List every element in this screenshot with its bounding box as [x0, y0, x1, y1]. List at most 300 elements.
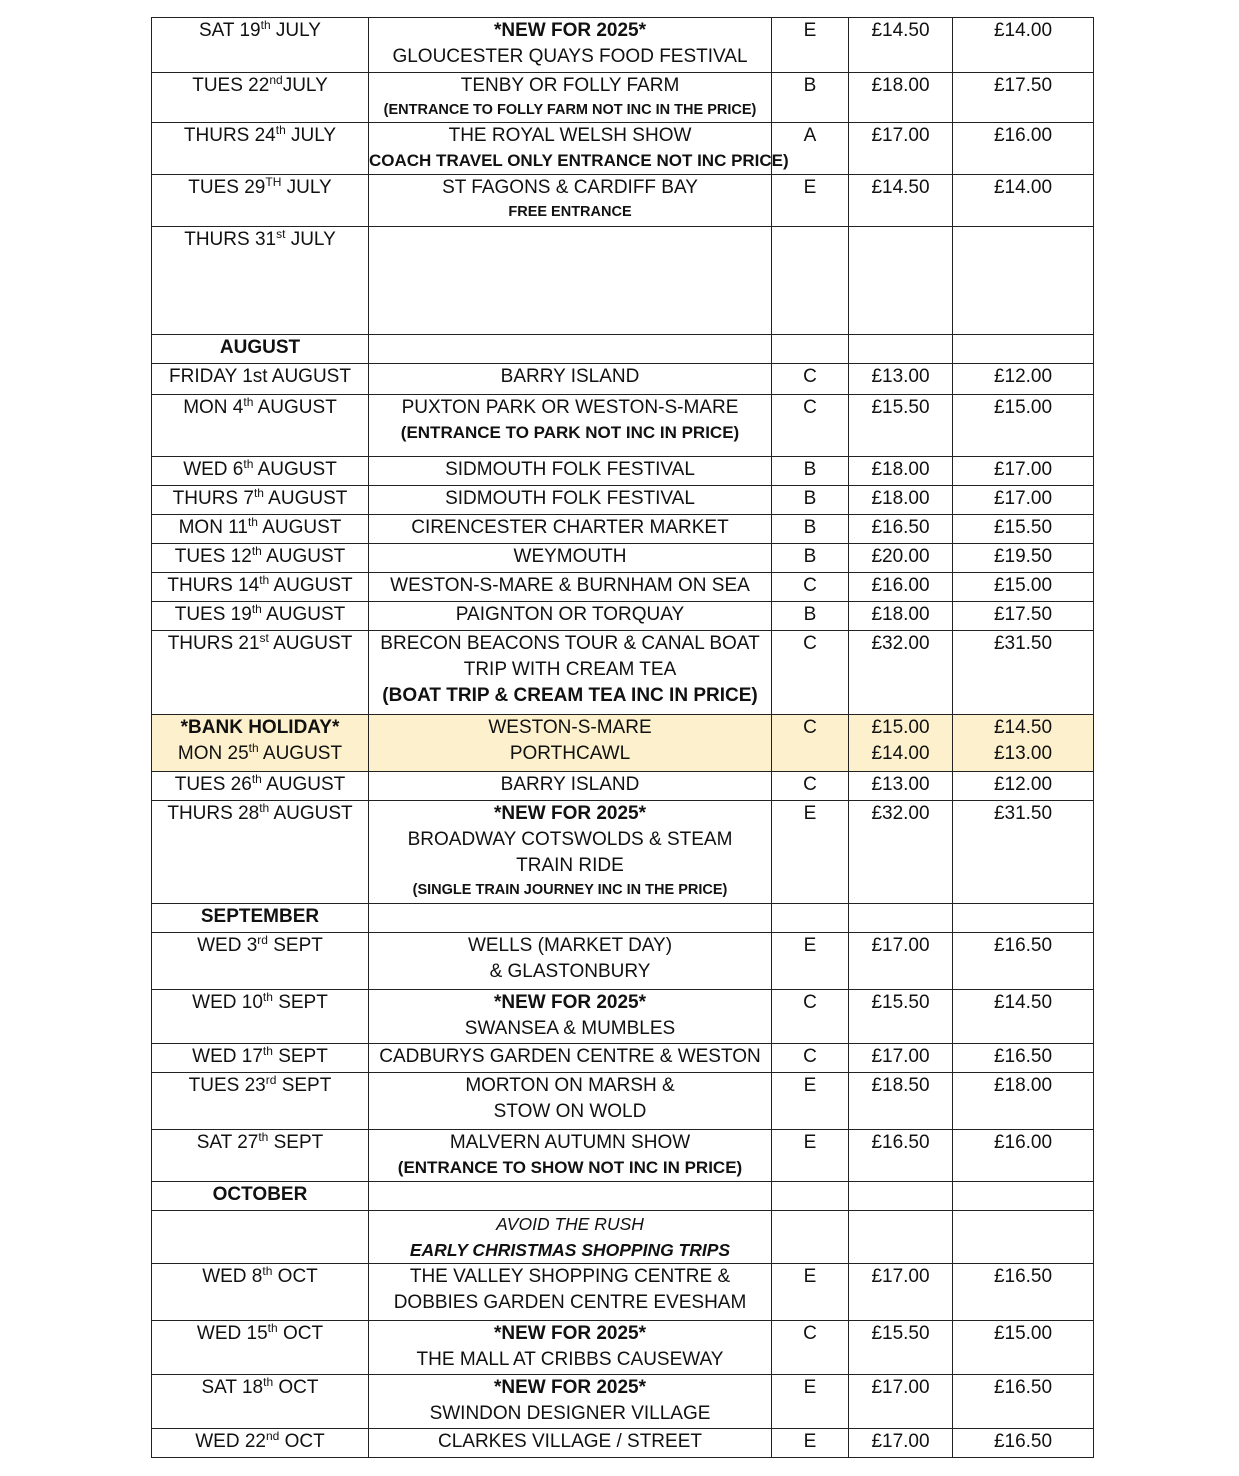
price-concession: £31.50 [993, 633, 1053, 654]
price-adult: £17.00 [871, 935, 930, 956]
trip-row [152, 1044, 1094, 1073]
price-concession: £14.00 [993, 177, 1053, 198]
trip-date-cell [152, 1264, 369, 1321]
price-concession: £17.00 [993, 488, 1053, 509]
price-adult: £17.00 [871, 1046, 930, 1067]
trip-schedule-body [152, 18, 1094, 1458]
date-text: WED 8 [202, 1266, 263, 1287]
description-line: PAIGNTON OR TORQUAY [455, 604, 685, 625]
date-text: AUGUST [257, 517, 342, 538]
price-adult-cell [849, 1182, 953, 1211]
price-code-cell [772, 1211, 849, 1264]
price-concession-cell [953, 801, 1094, 904]
price-code-cell [772, 486, 849, 515]
price-code-cell [772, 1182, 849, 1211]
date-text: THURS 7 [172, 488, 254, 509]
trip-description-cell [369, 123, 789, 175]
month-heading [152, 1182, 369, 1211]
date-text: THURS 24 [183, 125, 276, 146]
date-text: WED 17 [192, 1046, 263, 1067]
description-line: & GLASTONBURY [489, 961, 651, 982]
price-adult-cell [849, 18, 953, 73]
price-adult: £17.00 [871, 1266, 930, 1287]
date-text: TUES 22 [192, 75, 270, 96]
trip-date-cell [152, 73, 369, 123]
trip-row [152, 631, 1094, 715]
trip-description-cell [369, 904, 772, 933]
date-line [152, 1321, 368, 1347]
price-code: C [803, 633, 817, 654]
price-concession-cell [953, 544, 1094, 573]
price-code: C [803, 366, 817, 387]
date-text: SEPT [276, 1075, 332, 1096]
date-line [152, 772, 368, 798]
description-line: (ENTRANCE TO FOLLY FARM NOT INC IN THE PRICE) [383, 102, 757, 118]
price-concession-cell [953, 1321, 1094, 1375]
trip-description-cell [369, 1429, 772, 1458]
description-line: FREE ENTRANCE [508, 204, 632, 220]
date-text: JULY [270, 20, 321, 41]
trip-row [152, 990, 1094, 1044]
price-concession-cell [953, 1429, 1094, 1458]
date-line [152, 631, 368, 657]
price-code-cell [772, 602, 849, 631]
trip-description-cell [369, 990, 772, 1044]
trip-row [152, 18, 1094, 73]
price-concession: £16.00 [993, 125, 1053, 146]
price-adult-cell [849, 1264, 953, 1321]
trip-row [152, 573, 1094, 602]
price-code-cell [772, 573, 849, 602]
description-line: SIDMOUTH FOLK FESTIVAL [445, 459, 695, 480]
trip-row [152, 1375, 1094, 1429]
date-text: TUES 19 [174, 604, 252, 625]
price-adult: £15.50 [871, 992, 930, 1013]
new-badge: *NEW FOR 2025* [493, 20, 647, 41]
description-line: (BOAT TRIP & CREAM TEA INC IN PRICE) [382, 685, 758, 706]
description-line: THE VALLEY SHOPPING CENTRE & [409, 1266, 731, 1287]
trip-description-cell [369, 227, 772, 335]
price-code-cell [772, 175, 849, 227]
date-line [152, 933, 368, 959]
price-concession-cell [953, 1130, 1094, 1182]
price-code: E [803, 1377, 817, 1398]
date-line [152, 990, 368, 1016]
description-line: THE MALL AT CRIBBS CAUSEWAY [416, 1349, 724, 1370]
price-concession-cell [953, 990, 1094, 1044]
price-code: B [803, 546, 817, 567]
price-code-cell [772, 1429, 849, 1458]
trip-date-cell [152, 933, 369, 990]
price-code: E [803, 1075, 817, 1096]
price-code-cell [772, 395, 849, 457]
price-adult: £17.00 [871, 125, 930, 146]
new-badge: *NEW FOR 2025* [493, 992, 647, 1013]
price-code: E [803, 20, 817, 41]
trip-description-cell [369, 364, 772, 395]
description-line: SWANSEA & MUMBLES [464, 1018, 676, 1039]
date-text: SEPT [267, 935, 323, 956]
date-line [152, 904, 368, 930]
price-concession-cell [953, 1044, 1094, 1073]
price-concession-cell [953, 602, 1094, 631]
date-text: OCTOBER [212, 1184, 308, 1205]
trip-description-cell [369, 457, 772, 486]
price-concession: £15.50 [993, 517, 1053, 538]
month-header-row [152, 904, 1094, 933]
price-code: C [803, 397, 817, 418]
description-line: CLARKES VILLAGE / STREET [438, 1431, 702, 1452]
price-concession-cell [953, 123, 1094, 175]
date-ordinal-suffix: th [267, 1321, 278, 1335]
trip-row [152, 1264, 1094, 1321]
price-adult: £13.00 [871, 366, 930, 387]
trip-date-cell [152, 395, 369, 457]
trip-description-cell [369, 73, 772, 123]
date-text: OCT [273, 1377, 319, 1398]
price-concession-cell [953, 933, 1094, 990]
price-adult-cell [849, 395, 953, 457]
date-ordinal-suffix: st [259, 631, 269, 645]
trip-description-cell [369, 1264, 772, 1321]
date-ordinal-suffix: nd [269, 73, 283, 87]
price-code: C [803, 1046, 817, 1067]
date-text: JULY [285, 125, 337, 146]
price-code-cell [772, 1073, 849, 1130]
price-code-cell [772, 73, 849, 123]
price-adult-cell [849, 801, 953, 904]
month-header-row [152, 1182, 1094, 1211]
price-concession-cell [953, 457, 1094, 486]
date-line [152, 602, 368, 628]
date-ordinal-suffix: rd [265, 1073, 277, 1087]
price-code-cell [772, 18, 849, 73]
date-line [152, 515, 368, 541]
price-code: E [803, 803, 817, 824]
date-line [152, 486, 368, 512]
date-text: OCT [277, 1323, 324, 1344]
trip-date-cell [152, 1429, 369, 1458]
trip-row [152, 772, 1094, 801]
price-adult-cell [849, 123, 953, 175]
date-text: AUGUST [261, 546, 346, 567]
trip-row [152, 457, 1094, 486]
trip-row [152, 73, 1094, 123]
description-line: COACH TRAVEL ONLY ENTRANCE NOT INC PRICE) [369, 151, 789, 170]
description-line: BARRY ISLAND [500, 366, 640, 387]
description-line: TRAIN RIDE [516, 855, 624, 876]
price-concession: £13.00 [993, 743, 1053, 764]
description-line: WESTON-S-MARE & BURNHAM ON SEA [390, 575, 750, 596]
price-code-cell [772, 772, 849, 801]
description-line: THE ROYAL WELSH SHOW [448, 125, 692, 146]
description-line: SWINDON DESIGNER VILLAGE [429, 1403, 711, 1424]
trip-date-cell [152, 1073, 369, 1130]
price-concession: £16.50 [993, 1431, 1053, 1452]
price-adult: £18.00 [871, 459, 930, 480]
price-concession-cell [953, 175, 1094, 227]
date-ordinal-suffix: th [275, 123, 286, 137]
date-text: OCT [279, 1431, 325, 1452]
date-label: *BANK HOLIDAY* [180, 717, 340, 738]
price-adult-cell [849, 602, 953, 631]
date-line [152, 741, 368, 767]
price-adult-cell [849, 1130, 953, 1182]
trip-description-cell [369, 602, 772, 631]
date-ordinal-suffix: th [243, 457, 254, 471]
month-heading [152, 335, 369, 364]
price-code: E [803, 1431, 817, 1452]
date-text: SEPT [272, 992, 328, 1013]
price-concession: £16.50 [993, 1266, 1053, 1287]
date-ordinal-suffix: th [263, 1375, 274, 1389]
price-concession: £14.50 [993, 992, 1053, 1013]
date-ordinal-suffix: th [259, 801, 270, 815]
price-concession-cell [953, 904, 1094, 933]
trip-date-cell [152, 544, 369, 573]
trip-date-cell [152, 1375, 369, 1429]
price-adult-cell [849, 1211, 953, 1264]
date-ordinal-suffix: th [262, 1044, 273, 1058]
description-line: (SINGLE TRAIN JOURNEY INC IN THE PRICE) [412, 882, 728, 898]
trip-date-cell [152, 123, 369, 175]
date-line [152, 73, 368, 99]
trip-date-cell [152, 1130, 369, 1182]
date-line [152, 457, 368, 483]
trip-date-cell [152, 364, 369, 395]
price-code-cell [772, 335, 849, 364]
description-line: DOBBIES GARDEN CENTRE EVESHAM [393, 1292, 747, 1313]
new-badge: *NEW FOR 2025* [493, 1323, 647, 1344]
trip-row [152, 515, 1094, 544]
date-ordinal-suffix: th [251, 602, 262, 616]
trip-row [152, 715, 1094, 772]
price-adult: £15.50 [871, 1323, 930, 1344]
date-text: JULY [282, 75, 328, 96]
month-heading [152, 904, 369, 933]
description-line: CIRENCESTER CHARTER MARKET [411, 517, 729, 538]
date-line [152, 123, 368, 149]
date-text: AUGUST [261, 604, 346, 625]
price-code-cell [772, 1130, 849, 1182]
price-adult-cell [849, 1429, 953, 1458]
description-line: AVOID THE RUSH [496, 1214, 644, 1234]
date-line [152, 573, 368, 599]
price-code-cell [772, 990, 849, 1044]
price-concession-cell [953, 772, 1094, 801]
price-concession-cell [953, 515, 1094, 544]
date-ordinal-suffix: th [247, 515, 258, 529]
price-code: A [803, 125, 817, 146]
price-code-cell [772, 801, 849, 904]
date-text: SEPT [268, 1132, 324, 1153]
date-ordinal-suffix: th [243, 395, 254, 409]
date-text: THURS 21 [167, 633, 260, 654]
trip-description-cell [369, 1182, 772, 1211]
trip-description-cell [369, 544, 772, 573]
trip-description-cell [369, 801, 772, 904]
trip-date-cell [152, 486, 369, 515]
trip-description-cell [369, 573, 772, 602]
date-text: SEPTEMBER [200, 906, 320, 927]
price-code: B [803, 604, 817, 625]
price-concession: £17.50 [993, 604, 1053, 625]
trip-description-cell [369, 1130, 772, 1182]
price-adult-cell [849, 175, 953, 227]
price-adult-cell [849, 457, 953, 486]
trip-row [152, 486, 1094, 515]
date-line [152, 1429, 368, 1455]
description-line: EARLY CHRISTMAS SHOPPING TRIPS [409, 1240, 731, 1260]
price-code-cell [772, 904, 849, 933]
price-concession-cell [953, 715, 1094, 772]
price-adult: £20.00 [871, 546, 930, 567]
trip-date-cell [152, 515, 369, 544]
trip-date-cell [152, 18, 369, 73]
price-adult: £14.00 [871, 743, 930, 764]
trip-date-cell [152, 457, 369, 486]
trip-description-cell [369, 395, 772, 457]
trip-row [152, 933, 1094, 990]
price-adult-cell [849, 715, 953, 772]
price-code-cell [772, 631, 849, 715]
price-code-cell [772, 715, 849, 772]
trip-description-cell [369, 486, 772, 515]
price-adult-cell [849, 904, 953, 933]
date-line [152, 1073, 368, 1099]
date-line [152, 175, 368, 201]
description-line: BROADWAY COTSWOLDS & STEAM [407, 829, 733, 850]
price-concession-cell [953, 73, 1094, 123]
description-line: TRIP WITH CREAM TEA [463, 659, 677, 680]
description-line: WEYMOUTH [513, 546, 627, 567]
price-adult: £17.00 [871, 1377, 930, 1398]
date-ordinal-suffix: th [259, 573, 270, 587]
price-adult: £18.00 [871, 75, 930, 96]
description-line: MORTON ON MARSH & [465, 1075, 675, 1096]
trip-description-cell [369, 175, 772, 227]
trip-description-cell [369, 515, 772, 544]
date-text: WED 15 [196, 1323, 268, 1344]
date-text: WED 10 [192, 992, 263, 1013]
trip-date-cell [152, 631, 369, 715]
description-line: MALVERN AUTUMN SHOW [449, 1132, 691, 1153]
price-adult-cell [849, 544, 953, 573]
description-line: GLOUCESTER QUAYS FOOD FESTIVAL [392, 46, 748, 67]
date-text: TUES 29 [188, 177, 266, 198]
price-code: B [803, 488, 817, 509]
date-text: AUGUST [253, 459, 337, 480]
price-adult-cell [849, 1044, 953, 1073]
price-adult-cell [849, 631, 953, 715]
date-ordinal-suffix: rd [257, 933, 268, 947]
price-adult-cell [849, 772, 953, 801]
date-ordinal-suffix: th [258, 1130, 269, 1144]
price-concession: £14.00 [993, 20, 1053, 41]
trip-date-cell [152, 573, 369, 602]
price-code: C [803, 774, 817, 795]
price-concession-cell [953, 1182, 1094, 1211]
date-ordinal-suffix: th [251, 544, 262, 558]
date-text: THURS 28 [167, 803, 260, 824]
price-concession: £16.50 [993, 935, 1053, 956]
trip-row [152, 1211, 1094, 1264]
date-text: WED 22 [195, 1431, 266, 1452]
price-adult: £15.00 [871, 717, 930, 738]
date-line [152, 335, 368, 361]
trip-description-cell [369, 772, 772, 801]
price-adult-cell [849, 515, 953, 544]
price-code: B [803, 459, 817, 480]
date-text: SEPT [272, 1046, 328, 1067]
description-line: SIDMOUTH FOLK FESTIVAL [445, 488, 695, 509]
date-text: OCT [272, 1266, 318, 1287]
price-code-cell [772, 544, 849, 573]
trip-row [152, 1429, 1094, 1458]
trip-schedule-table [151, 17, 1094, 1458]
price-concession: £17.50 [993, 75, 1053, 96]
price-adult: £13.00 [871, 774, 930, 795]
price-adult: £18.00 [871, 488, 930, 509]
description-line: BARRY ISLAND [500, 774, 640, 795]
price-code: E [803, 177, 817, 198]
price-concession: £16.50 [993, 1046, 1053, 1067]
price-concession: £16.00 [993, 1132, 1053, 1153]
date-line [152, 1130, 368, 1156]
description-line: PUXTON PARK OR WESTON-S-MARE [401, 397, 739, 418]
price-adult-cell [849, 73, 953, 123]
date-ordinal-suffix: th [251, 772, 262, 786]
trip-row [152, 1130, 1094, 1182]
description-line: CADBURYS GARDEN CENTRE & WESTON [379, 1046, 761, 1067]
trip-description-cell [369, 715, 772, 772]
price-code: C [803, 992, 817, 1013]
trip-date-cell [152, 175, 369, 227]
new-badge: *NEW FOR 2025* [493, 1377, 647, 1398]
price-concession-cell [953, 1375, 1094, 1429]
date-text: TUES 26 [174, 774, 252, 795]
price-adult: £16.00 [871, 575, 930, 596]
price-adult-cell [849, 227, 953, 335]
date-line [152, 395, 368, 421]
price-concession: £15.00 [993, 397, 1053, 418]
trip-row [152, 1321, 1094, 1375]
price-concession-cell [953, 364, 1094, 395]
date-ordinal-suffix: th [248, 741, 259, 755]
date-text: JULY [285, 229, 336, 250]
price-concession: £14.50 [993, 717, 1053, 738]
trip-description-cell [369, 631, 772, 715]
date-text: SAT 18 [201, 1377, 264, 1398]
date-text: AUGUST [258, 743, 343, 764]
price-adult: £18.00 [871, 604, 930, 625]
price-concession-cell [953, 573, 1094, 602]
description-line: (ENTRANCE TO SHOW NOT INC IN PRICE) [397, 1158, 743, 1177]
trip-row [152, 227, 1094, 335]
description-line: PORTHCAWL [509, 743, 631, 764]
price-adult-cell [849, 573, 953, 602]
trip-date-cell [152, 227, 369, 335]
price-concession: £16.50 [993, 1377, 1053, 1398]
date-line [152, 18, 368, 44]
price-concession: £15.00 [993, 575, 1053, 596]
date-text: AUGUST [269, 803, 353, 824]
date-text: THURS 31 [184, 229, 277, 250]
trip-date-cell [152, 1044, 369, 1073]
price-adult-cell [849, 990, 953, 1044]
trip-row [152, 364, 1094, 395]
date-ordinal-suffix: nd [266, 1429, 280, 1443]
